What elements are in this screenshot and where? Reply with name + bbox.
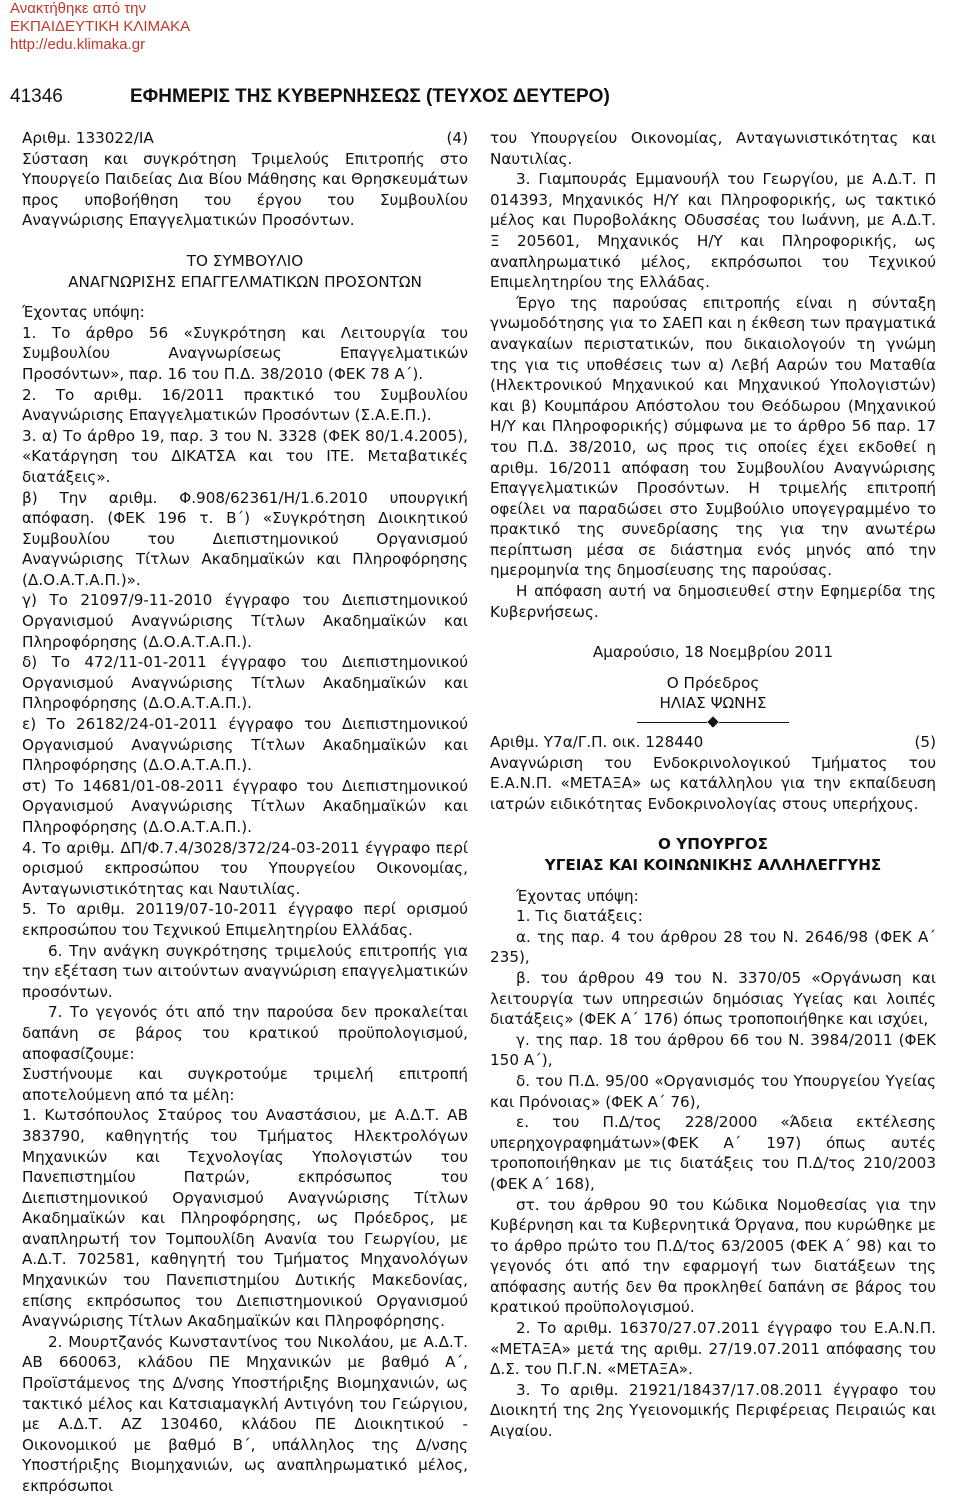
considering-label: Έχοντας υπόψη: (22, 303, 145, 322)
paragraph: δ. του Π.Δ. 95/00 «Οργανισμός του Υπουργείου Υγείας και Πρόνοιας» (ΦΕΚ Α΄ 76), (490, 1071, 936, 1111)
paragraph: δ) Το 472/11-01-2011 έγγραφο του Διεπιστημονικού Οργανισμού Αναγνώρισης Τίτλων Ακαδημαϊκών και Πληροφόρησης (Δ.Ο.Α.Τ.Α.Π.). (22, 653, 468, 713)
paragraph: 3. Το αριθμ. 21921/18437/17.08.2011 έγγραφο του Διοικητή της 2ης Υγειονομικής Περιφέρειας Πειραιώς και Αιγαίου. (490, 1380, 936, 1441)
paragraph: β. του άρθρου 49 του Ν. 3370/05 «Οργάνωση και λειτουργία των υπηρεσιών δημόσιας Υγείας και λοιπές διατάξεις» (ΦΕΚ Α΄ 176) όπως τροποποιήθηκε και ισχύει, (490, 968, 936, 1029)
paragraph: 7. Το γεγονός ότι από την παρούσα δεν προκαλείται δαπάνη σε βάρος του κρατικού προϋπολογισμού, αποφασίζουμε: (22, 1003, 468, 1063)
decision-header (490, 732, 936, 753)
page-number: 41346 (10, 86, 63, 107)
paragraph: ε) Το 26182/24-01-2011 έγγραφο του Διεπιστημονικού Οργανισμού Αναγνώρισης Τίτλων Ακαδημαϊκών και Πληροφόρησης (Δ.Ο.Α.Τ.Α.Π.). (22, 715, 468, 775)
paragraph: γ. της παρ. 18 του άρθρου 66 του Ν. 3984/2011 (ΦΕΚ 150 Α΄), (490, 1030, 936, 1070)
paragraph: γ) Το 21097/9-11-2010 έγγραφο του Διεπιστημονικού Οργανισμού Αναγνώρισης Τίτλων Ακαδημαϊκών και Πληροφόρησης (Δ.Ο.Α.Τ.Α.Π.). (22, 591, 468, 651)
watermark-line: Ανακτήθηκε από την (10, 0, 147, 17)
signature-place-date: Αμαρούσιο, 18 Νοεμβρίου 2011 (592, 643, 834, 662)
paragraph: 6. Την ανάγκη συγκρότησης τριμελούς επιτροπής για την εξέταση των αιτούντων αναγνώριση επαγγελματικών προσόντων. (22, 941, 468, 1001)
paragraph: 1. Κωτσόπουλος Σταύρος του Αναστάσιου, με Α.Δ.Τ. ΑΒ 383790, καθηγητής του Τμήματος Ηλεκτρολόγων Μηχανικών και Τεχνολογίας Υπολογιστών του Πανεπιστημίου Πατρών, εκπρόσωπος του Διεπιστημονικού Οργανισμού Αναγνώρισης Τίτλων Ακαδημαϊκών και Πληροφόρησης, ως Πρόεδρος, με αναπληρωτή τον Τομπουλίδη Ανανία του Γεωργίου, με Α.Δ.Τ. 702581, καθηγητή του Τμήματος Μηχανολόγων Μηχανικών του Πανεπιστημίου Δυτικής Μακεδονίας, επίσης εκπρόσωπος του Διεπιστημονικού Οργανισμού Αναγνώρισης Τίτλων Ακαδημαϊκών και Πληροφόρησης. (22, 1106, 468, 1331)
signature-name: ΗΛΙΑΣ ΨΩΝΗΣ (659, 694, 767, 713)
paragraph: 2. Το αριθμ. 16/2011 πρακτικό του Συμβουλίου Αναγνώρισης Επαγγελματικών Προσόντων (Σ.Α.Ε.Π.). (22, 385, 468, 425)
watermark (10, 0, 190, 54)
paragraph: 3. α) Το άρθρο 19, παρ. 3 του Ν. 3328 (ΦΕΚ 80/1.4.2005), «Κατάργηση του ΔΙΚΑΤΣΑ και του ΙΤΕ. Μεταβατικές διατάξεις». (22, 426, 468, 486)
decision-header (22, 128, 468, 149)
paragraph: 1. Τις διατάξεις: (516, 907, 643, 926)
paragraph: ε. του Π.Δ/τος 228/2000 «Άδεια εκτέλεσης υπερηχογραφημάτων»(ΦΕΚ Α΄ 197) όπως αυτές τροποποιήθηκαν με τις διατάξεις του Π.Δ/τος 210/2003 (ΦΕΚ Α΄ 168), (490, 1113, 936, 1193)
watermark-link[interactable]: http://edu.klimaka.gr (10, 36, 146, 53)
paragraph: στ) Το 14681/01-08-2011 έγγραφο του Διεπιστημονικού Οργανισμού Αναγνώρισης Τίτλων Ακαδημαϊκών και Πληροφόρησης (Δ.Ο.Α.Τ.Α.Π.). (22, 776, 468, 836)
minister-line: ΥΓΕΙΑΣ ΚΑΙ ΚΟΙΝΩΝΙΚΗΣ ΑΛΛΗΛΕΓΓΥΗΣ (544, 856, 882, 874)
paragraph: 2. Το αριθμ. 16370/27.07.2011 έγγραφο του Ε.Α.Ν.Π. «ΜΕΤΑΞΑ» μετά της αριθμ. 27/19.07.2011 απόφασης του Δ.Σ. του Π.Γ.Ν. «ΜΕΤΑΞΑ». (490, 1319, 936, 1379)
decision-index: (5) (914, 733, 936, 752)
section-separator (490, 718, 936, 726)
diamond-icon (707, 716, 718, 727)
paragraph: Η απόφαση αυτή να δημοσιευθεί στην Εφημερίδα της Κυβερνήσεως. (490, 582, 936, 621)
signature-role: Ο Πρόεδρος (666, 673, 760, 692)
authority-line: ΤΟ ΣΥΜΒΟΥΛΙΟ (186, 251, 304, 270)
decision-subject: Αναγνώριση του Ενδοκρινολογικού Τμήματος του Ε.Α.Ν.Π. «ΜΕΤΑΞΑ» ως κατάλληλου για την εκπαίδευση ιατρών ειδικότητας Ενδοκρινολογίας στους υπερήχους. (490, 753, 936, 813)
watermark-line: ΕΚΠΑΙΔΕΥΤΙΚΗ ΚΛΙΜΑΚΑ (10, 18, 191, 35)
paragraph: 1. Το άρθρο 56 «Συγκρότηση και Λειτουργία του Συμβουλίου Αναγνωρίσεως Επαγγελματικών Προσόντων», παρ. 16 του Π.Δ. 38/2010 (ΦΕΚ 78 Α΄). (22, 323, 468, 383)
decision-number: Αριθμ. Υ7α/Γ.Π. οικ. 128440 (490, 733, 704, 752)
paragraph: 4. Το αριθμ. ΔΠ/Φ.7.4/3028/372/24-03-2011 έγγραφο περί ορισμού εκπροσώπου του Υπουργείου Οικονομίας, Ανταγωνιστικότητας και Ναυτιλίας. (22, 838, 468, 898)
authority-line: ΑΝΑΓΝΩΡΙΣΗΣ ΕΠΑΓΓΕΛΜΑΤΙΚΩΝ ΠΡΟΣΟΝΤΩΝ (68, 272, 422, 291)
paragraph: 3. Γιαμπουράς Εμμανουήλ του Γεωργίου, με Α.Δ.Τ. Π 014393, Μηχανικός Η/Υ και Πληροφορικής, ως τακτικό μέλος και Πυροβολάκης Οδυσσέας του Ιωάννη, με Α.Δ.Τ. Ξ 205601, Μηχανικός Η/Υ και Πληροφορικής, ως αναπληρωματικό μέλος, εκπρόσωποι του Τεχνικού Επιμελητηρίου της Ελλάδας. (490, 170, 936, 292)
paragraph: α. της παρ. 4 του άρθρου 28 του Ν. 2646/98 (ΦΕΚ Α΄ 235), (490, 927, 936, 967)
decision-index: (4) (446, 129, 468, 147)
paragraph: 2. Μουρτζανός Κωνσταντίνος του Νικολάου, με Α.Δ.Τ. ΑΒ 660063, κλάδου ΠΕ Μηχανικών με βαθμό Α΄, Προϊστάμενος της Δ/νσης Υποστήριξης Βιομηχανιών, ως τακτικό μέλος και Κατσιαμαγκλή Αντιγόνη του Γεώργιου, με Α.Δ.Τ. ΑΖ 130460, κλάδου ΠΕ Διοικητικού - Οικονομικού με βαθμό Β΄, υπάλληλος της Δ/νσης Υποστήριξης Βιομηχανιών, ως αναπληρωματικό μέλος, εκπρόσωποι (22, 1332, 468, 1495)
paragraph: Έργο της παρούσας επιτροπής είναι η σύνταξη γνωμοδότησης για το ΣΑΕΠ και η έκθεση των πραγματικά αναγκαίων περιστατικών, που δικαιολογούν τη γνώμη της για τις υποθέσεις των α) Λεβή Ααρών του Ματαθία (Ηλεκτρονικού Μηχανικού και Μηχανικού Υπολογιστών) και β) Κουμπάρου Απόστολου του Θεόδωρου (Μηχανικού Η/Υ και Πληροφορικής) σύμφωνα με το άρθρο 56 παρ. 17 του Π.Δ. 38/2010, ως προς τις οποίες έχει εκδοθεί η αριθμ. 16/2011 απόφαση του Συμβουλίου Αναγνώρισης Επαγγελματικών Προσόντων. Η τριμελής επιτροπή οφείλει να παραδώσει στο Συμβούλιο υπογεγραμμένο το πρακτικό της συνεδρίασης της για την ανωτέρω περίπτωση μέσα σε διάστημα ενός μηνός από την ημερομηνία της δημοσίευσης της παρούσας. (490, 293, 936, 580)
paragraph: στ. του άρθρου 90 του Κώδικα Νομοθεσίας για την Κυβέρνηση και τα Κυβερνητικά Όργανα, που κυρώθηκε με το άρθρο πρώτο του Π.Δ/τος 63/2005 (ΦΕΚ Α΄ 98) και το γεγονός ότι από την εφαρμογή των διατάξεων της απόφασης αυτής δεν θα προκληθεί δαπάνη σε βάρος του κρατικού προϋπολογισμού. (490, 1195, 936, 1317)
decision-number: Αριθμ. 133022/ΙΑ (22, 129, 154, 147)
left-column (22, 128, 468, 1497)
paragraph: 5. Το αριθμ. 20119/07-10-2011 έγγραφο περί ορισμού εκπροσώπου του Τεχνικού Επιμελητηρίου Ελλάδας. (22, 900, 468, 939)
considering-label: Έχοντας υπόψη: (516, 886, 639, 905)
paragraph: Συστήνουμε και συγκροτούμε τριμελή επιτροπή αποτελούμενη από τα μέλη: (22, 1065, 468, 1104)
decision-subject: Σύσταση και συγκρότηση Τριμελούς Επιτροπής στο Υπουργείο Παιδείας Δια Βίου Μάθησης και Θρησκευμάτων προς υποβοήθηση του έργου του Συμβουλίου Αναγνώρισης Επαγγελματικών Προσόντων. (22, 149, 468, 230)
minister-line: Ο ΥΠΟΥΡΓΟΣ (658, 835, 768, 854)
paragraph: β) Την αριθμ. Φ.908/62361/Η/1.6.2010 υπουργική απόφαση. (ΦΕΚ 196 τ. Β΄) «Συγκρότηση Διοικητικού Συμβουλίου του Διεπιστημονικού Οργανισμού Αναγνώρισης Τίτλων Ακαδημαϊκών και Πληροφόρησης (Δ.Ο.Α.Τ.Α.Π.)». (22, 488, 468, 589)
paragraph: του Υπουργείου Οικονομίας, Ανταγωνιστικότητας και Ναυτιλίας. (490, 129, 936, 168)
right-column (490, 128, 936, 1442)
gazette-title: ΕΦΗΜΕΡΙΣ ΤΗΣ ΚΥΒΕΡΝΗΣΕΩΣ (ΤΕΥΧΟΣ ΔΕΥΤΕΡΟ) (130, 86, 610, 107)
page-header (10, 86, 950, 110)
